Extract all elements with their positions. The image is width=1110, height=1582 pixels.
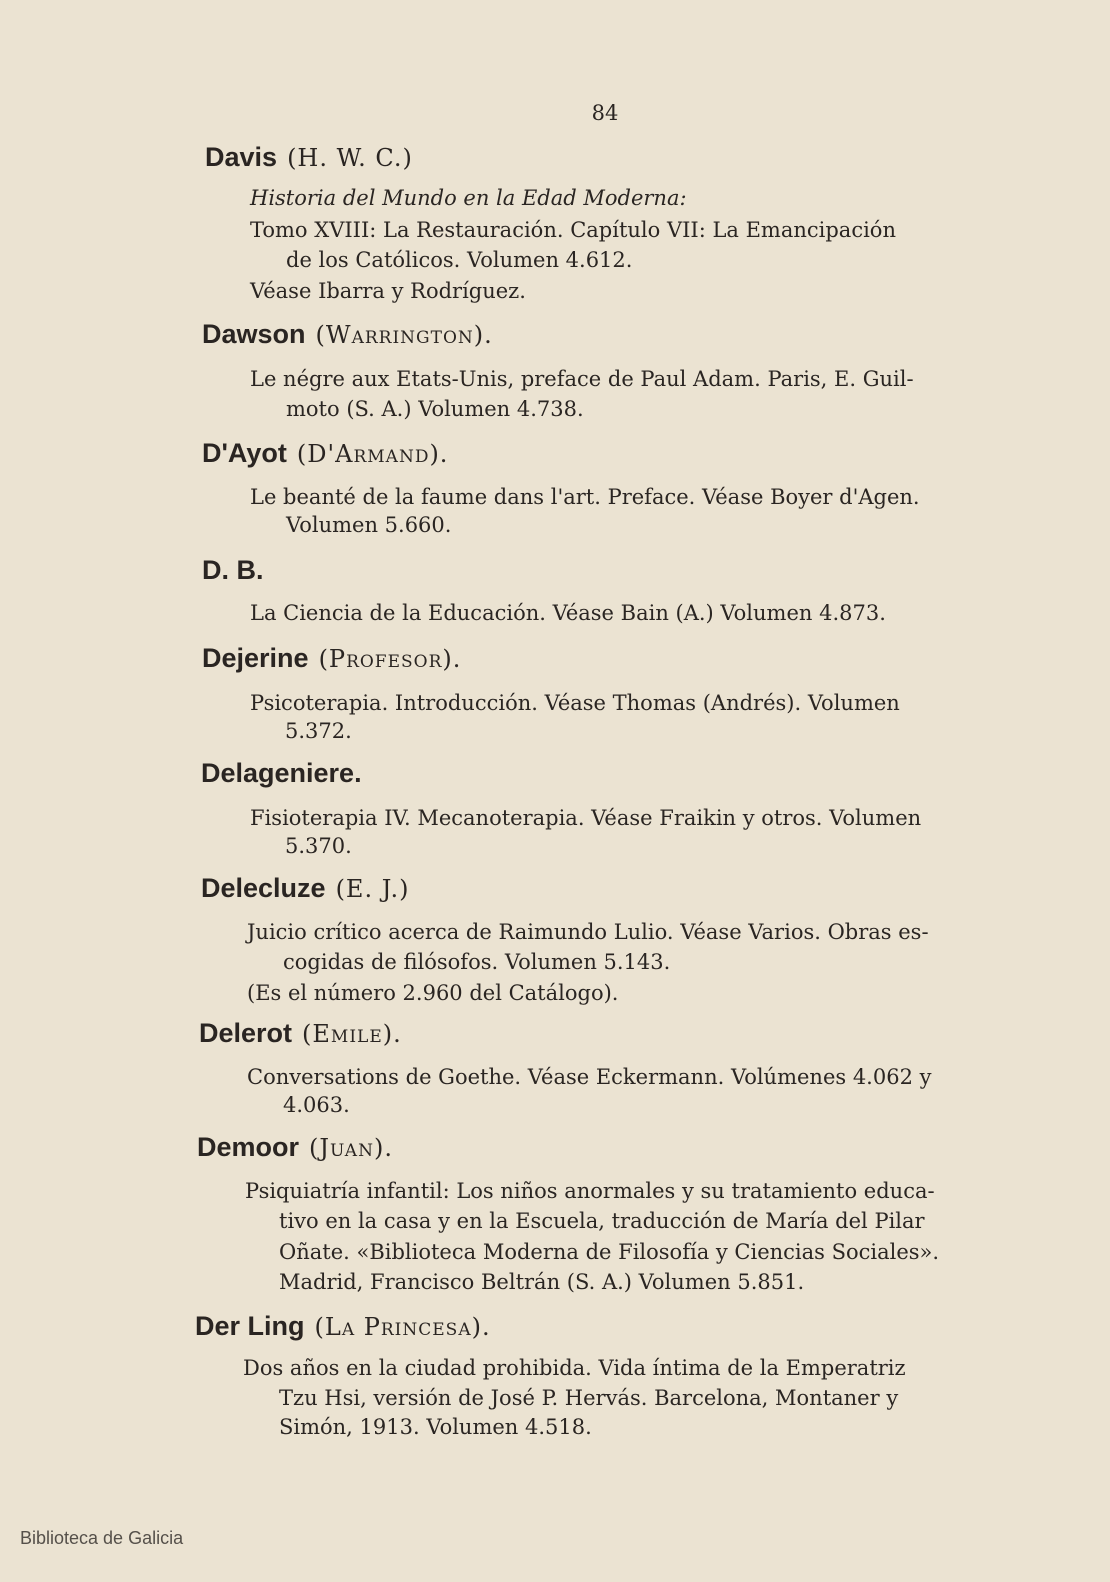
entry-heading — [202, 319, 493, 350]
author-qualifier: (D'Armand). — [296, 440, 449, 468]
entry-line: Psiquiatría infantil: Los niños anormales y su tratamiento educa- — [245, 1179, 935, 1203]
entry-line: Madrid, Francisco Beltrán (S. A.) Volumen 5.851. — [279, 1270, 805, 1294]
entry-line: Oñate. «Biblioteca Moderna de Filosofía y Ciencias Sociales». — [279, 1240, 940, 1264]
entry-line: tivo en la casa y en la Escuela, traducción de María del Pilar — [279, 1209, 925, 1233]
entry-heading — [201, 873, 409, 904]
library-watermark: Biblioteca de Galicia — [20, 1528, 184, 1548]
author-name: Delerot — [199, 1018, 293, 1048]
author-name: Demoor — [197, 1132, 300, 1162]
author-qualifier: (Emile). — [302, 1020, 402, 1048]
entry-line: moto (S. A.) Volumen 4.738. — [286, 397, 584, 421]
entry-line: La Ciencia de la Educación. Véase Bain (A.) Volumen 4.873. — [250, 601, 886, 625]
entry-heading — [205, 142, 413, 173]
entry-heading — [197, 1132, 393, 1163]
entry-line: Fisioterapia IV. Mecanoterapia. Véase Fraikin y otros. Volumen — [250, 806, 922, 830]
entry-line: 5.372. — [285, 719, 352, 743]
entry-line: Juicio crítico acerca de Raimundo Lulio. Véase Varios. Obras es- — [247, 920, 929, 944]
author-name: Davis — [205, 142, 278, 172]
entry-line: Simón, 1913. Volumen 4.518. — [279, 1415, 592, 1439]
entry-line: Conversations de Goethe. Véase Eckermann. Volúmenes 4.062 y — [247, 1065, 932, 1089]
entry-line: Véase Ibarra y Rodríguez. — [250, 279, 526, 303]
author-qualifier: (H. W. C.) — [287, 144, 413, 172]
page-number: 84 — [591, 101, 619, 125]
entry-heading — [201, 758, 362, 789]
entry-line: (Es el número 2.960 del Catálogo). — [247, 981, 619, 1005]
author-name: Der Ling — [195, 1311, 305, 1341]
entry-line: Historia del Mundo en la Edad Moderna: — [250, 186, 687, 210]
author-qualifier: (Warrington). — [315, 321, 493, 349]
author-qualifier: (Profesor). — [318, 645, 462, 673]
entry-line: Tzu Hsi, versión de José P. Hervás. Barcelona, Montaner y — [279, 1386, 899, 1410]
entry-line: de los Católicos. Volumen 4.612. — [286, 248, 633, 272]
entry-line: Volumen 5.660. — [286, 513, 452, 537]
author-name: Delecluze — [201, 873, 326, 903]
entry-heading — [202, 438, 448, 469]
author-name: D'Ayot — [202, 438, 287, 468]
entry-line: Le beanté de la faume dans l'art. Preface. Véase Boyer d'Agen. — [250, 485, 920, 509]
author-name: D. B. — [202, 555, 264, 585]
author-name: Dawson — [202, 319, 306, 349]
entry-line: Dos años en la ciudad prohibida. Vida íntima de la Emperatriz — [243, 1356, 906, 1380]
author-qualifier: (Juan). — [309, 1134, 393, 1162]
entry-line: Le négre aux Etats-Unis, preface de Paul Adam. Paris, E. Guil- — [250, 367, 914, 391]
author-name: Dejerine — [202, 643, 309, 673]
entry-heading — [202, 643, 461, 674]
entry-heading — [195, 1311, 491, 1342]
entry-line: 5.370. — [285, 834, 352, 858]
author-qualifier: (La Princesa). — [314, 1313, 491, 1341]
entry-line: Psicoterapia. Introducción. Véase Thomas (Andrés). Volumen — [250, 691, 900, 715]
entry-line: cogidas de filósofos. Volumen 5.143. — [283, 950, 671, 974]
author-qualifier: (E. J.) — [335, 875, 410, 903]
entry-heading — [202, 555, 264, 586]
entry-heading — [199, 1018, 402, 1049]
entry-line: Tomo XVIII: La Restauración. Capítulo VII: La Emancipación — [250, 218, 896, 242]
entry-line: 4.063. — [283, 1093, 350, 1117]
author-name: Delageniere. — [201, 758, 362, 788]
